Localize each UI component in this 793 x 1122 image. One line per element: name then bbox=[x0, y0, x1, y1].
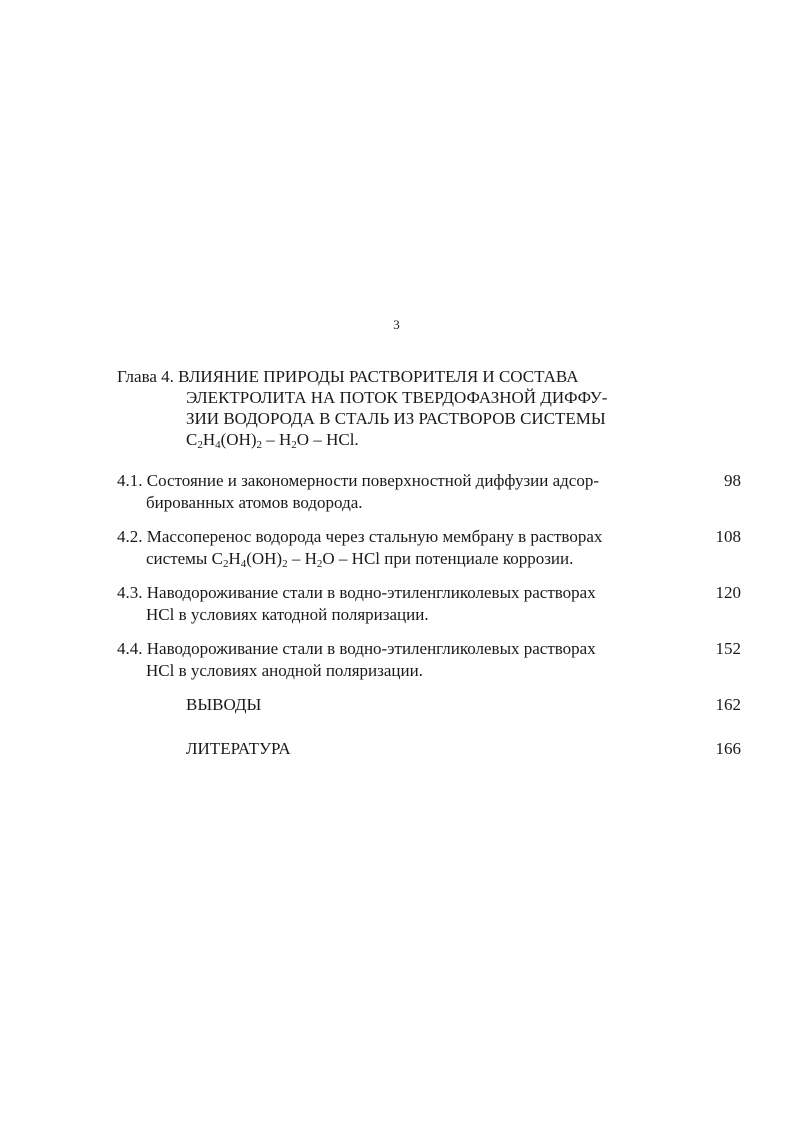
formula-part: O – HCl. bbox=[296, 430, 359, 449]
toc-page-number: 166 bbox=[715, 739, 741, 758]
toc-entry-literature bbox=[186, 738, 741, 760]
formula-subscript: 4 bbox=[240, 558, 247, 570]
toc-entry-line: 4.2. Массоперенос водорода через стальную мембрану в растворах bbox=[117, 527, 603, 546]
toc-entry-4-4 bbox=[117, 638, 741, 682]
chapter-title-line-2: ЭЛЕКТРОЛИТА НА ПОТОК ТВЕРДОФАЗНОЙ ДИФФУ- bbox=[186, 388, 608, 407]
toc-entry-label: ЛИТЕРАТУРА bbox=[186, 739, 291, 758]
toc-entry-line: HCl в условиях анодной поляризации. bbox=[146, 661, 423, 680]
formula-subscript: 2 bbox=[197, 439, 203, 451]
formula-subscript: 2 bbox=[291, 439, 297, 451]
toc-page-number: 120 bbox=[715, 583, 741, 602]
toc-page-number: 162 bbox=[715, 695, 741, 714]
formula-subscript: 2 bbox=[316, 558, 323, 570]
toc-entry-line: бированных атомов водорода. bbox=[146, 493, 363, 512]
page-number: 3 bbox=[393, 317, 400, 332]
toc-entry-line: 4.3. Наводороживание стали в водно-этиленгликолевых растворах bbox=[117, 583, 596, 602]
toc-entry-4-3 bbox=[117, 582, 741, 626]
formula-subscript: 2 bbox=[256, 439, 263, 451]
formula-subscript: 2 bbox=[222, 558, 229, 570]
formula-part: C bbox=[186, 430, 198, 449]
toc-entry-4-1 bbox=[117, 470, 741, 514]
toc-entry-conclusions bbox=[186, 694, 741, 716]
chapter-4-heading bbox=[117, 366, 677, 450]
toc-entry-line bbox=[117, 548, 657, 570]
formula-part: O – HCl при потенциале коррозии. bbox=[322, 549, 574, 568]
toc-page-number: 98 bbox=[724, 471, 741, 490]
toc-entry-label: ВЫВОДЫ bbox=[186, 695, 262, 714]
formula-part: – H bbox=[287, 549, 317, 568]
toc-entry-line: 4.4. Наводороживание стали в водно-этиленгликолевых растворах bbox=[117, 639, 596, 658]
formula-part: H bbox=[202, 430, 216, 449]
chapter-title-line-3: ЗИИ ВОДОРОДА В СТАЛЬ ИЗ РАСТВОРОВ СИСТЕМЫ bbox=[186, 409, 606, 428]
toc-entry-line: HCl в условиях катодной поляризации. bbox=[146, 605, 429, 624]
formula-part: H bbox=[228, 549, 241, 568]
formula-part: – H bbox=[262, 430, 292, 449]
formula-part: системы C bbox=[146, 549, 223, 568]
formula-subscript: 4 bbox=[215, 439, 221, 451]
chapter-title-line-1: Глава 4. ВЛИЯНИЕ ПРИРОДЫ РАСТВОРИТЕЛЯ И СОСТАВА bbox=[117, 367, 579, 386]
toc-entry-line: 4.1. Состояние и закономерности поверхностной диффузии адсор- bbox=[117, 471, 600, 490]
formula-part: (OH) bbox=[220, 430, 257, 449]
toc-page-number: 152 bbox=[715, 639, 741, 658]
chapter-title-formula bbox=[117, 429, 677, 450]
formula-subscript: 2 bbox=[282, 558, 288, 570]
toc-entry-4-2 bbox=[117, 526, 741, 570]
formula-part: (OH) bbox=[246, 549, 283, 568]
toc-page-number: 108 bbox=[715, 527, 741, 546]
